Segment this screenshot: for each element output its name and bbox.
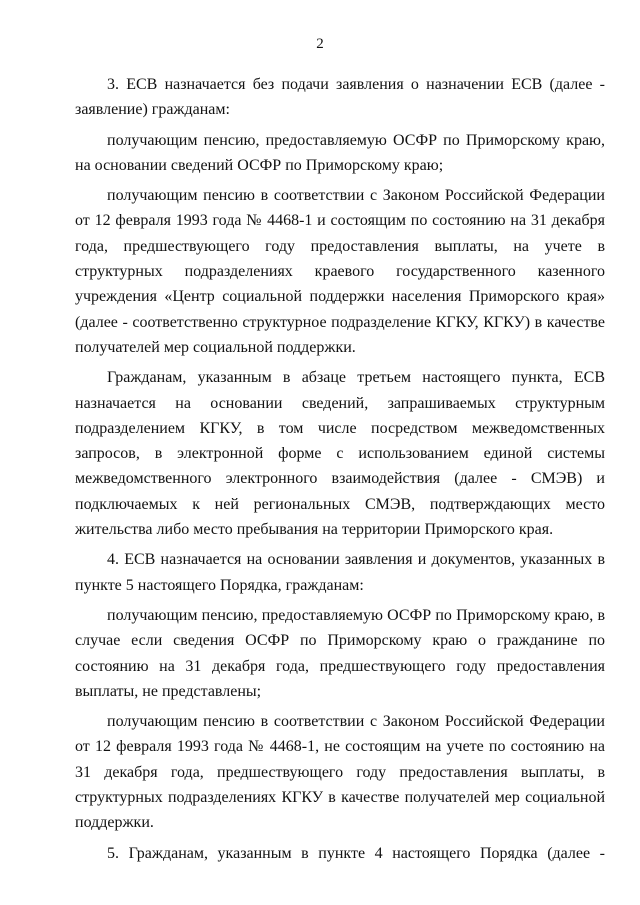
paragraph-pension-law-4468-1: получающим пенсию в соответствии с Законом Российской Федерации от 12 февраля 1993 года № 4468-1 и состоящим по состоянию на 31 декабря года, предшествующего году предоставления выплаты, на учете в структурных подразделениях краевого государственного казенного учреждения «Центр социальной поддержки населения Приморского края» (далее - соответственно структурное подразделение КГКУ, КГКУ) в качестве получателей мер социальной поддержки. (75, 187, 605, 356)
paragraph-item-4: 4. ЕСВ назначается на основании заявления и документов, указанных в пункте 5 настоящего Порядка, гражданам: (75, 551, 605, 594)
paragraph-smev-info: Гражданам, указанным в абзаце третьем настоящего пункта, ЕСВ назначается на основании сведений, запрашиваемых структурным подразделением КГКУ, в том числе посредством межведомственных запросов, в электронной форме с использованием единой системы межведомственного электронного взаимодействия (далее - СМЭВ) и подключаемых к ней региональных СМЭВ, подтверждающих место жительства либо место пребывания на территории Приморского края. (75, 369, 605, 539)
paragraph-item-3: 3. ЕСВ назначается без подачи заявления о назначении ЕСВ (далее - заявление) гражданам: (75, 76, 605, 119)
paragraph-pension-osfr: получающим пенсию, предоставляемую ОСФР по Приморскому краю, на основании сведений ОСФР по Приморскому краю; (75, 131, 605, 174)
paragraph-item-5: 5. Гражданам, указанным в пункте 4 настоящего Порядка (далее - (107, 844, 605, 862)
paragraph-pension-osfr-not-provided: получающим пенсию, предоставляемую ОСФР по Приморскому краю, в случае если сведения ОСФР по Приморскому краю о гражданине по состоянию на 31 декабря года, предшествующего году предоставления выплаты, не представлены; (75, 606, 605, 700)
document-body (75, 72, 605, 871)
page-number: 2 (316, 36, 324, 52)
paragraph-pension-law-not-registered: получающим пенсию в соответствии с Законом Российской Федерации от 12 февраля 1993 года № 4468-1, не состоящим на учете по состоянию на 31 декабря года, предшествующего году предоставления выплаты, в структурных подразделениях КГКУ в качестве получателей мер социальной поддержки. (75, 713, 605, 832)
